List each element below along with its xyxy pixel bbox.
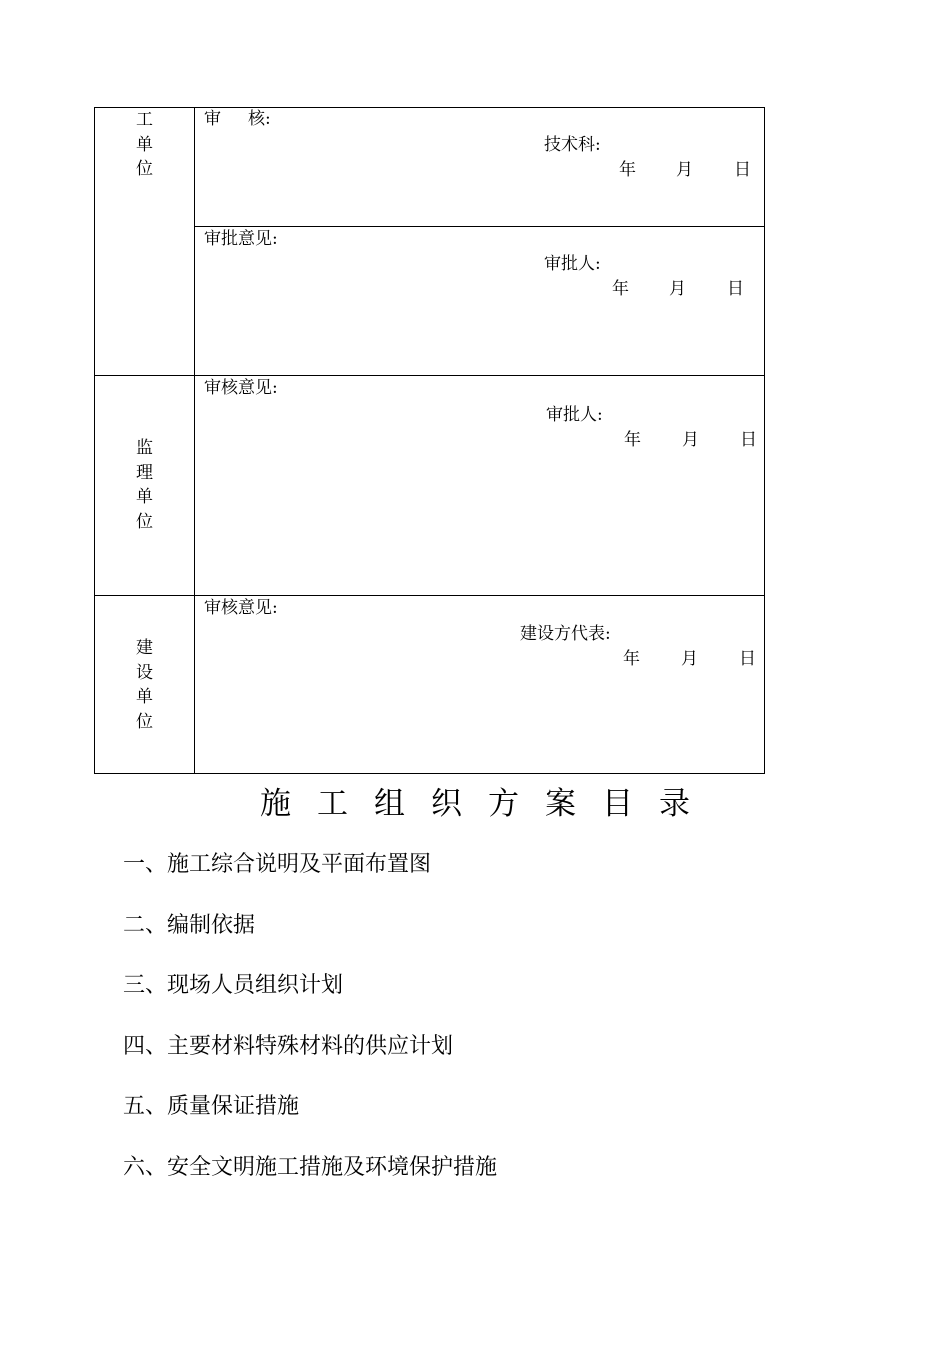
- date-day: 日: [734, 160, 751, 180]
- date-month: 月: [669, 279, 686, 299]
- date-month: 月: [676, 160, 693, 180]
- supervision-opinion-label: 审核意见:: [204, 378, 278, 398]
- row-divider-review: [194, 226, 764, 227]
- approval-opinion-label: 审批意见:: [204, 229, 278, 249]
- date-year: 年: [612, 279, 629, 299]
- approver-label: 审批人:: [544, 254, 601, 274]
- review-signer-label: 技术科:: [544, 135, 601, 155]
- supervision-unit-label: [95, 436, 194, 534]
- document-title: 施工组织方案目录: [260, 786, 716, 822]
- construction-unit-label: [95, 108, 194, 182]
- unit-label-char: 单: [136, 134, 153, 155]
- unit-label-char: 位: [136, 159, 153, 179]
- row-divider-supervision: [95, 595, 764, 596]
- owner-unit-label: [95, 636, 194, 734]
- date-year: 年: [619, 160, 636, 180]
- row-divider-construction: [95, 375, 764, 376]
- toc-item: 六、安全文明施工措施及环境保护措施: [123, 1154, 498, 1180]
- owner-representative-label: 建设方代表:: [520, 624, 611, 644]
- table-of-contents: [123, 850, 497, 1213]
- date-day: 日: [740, 430, 757, 450]
- date-month: 月: [682, 430, 699, 450]
- toc-item: 四、主要材料特殊材料的供应计划: [123, 1033, 454, 1059]
- unit-label-char: 工: [136, 110, 153, 130]
- toc-item: 一、施工综合说明及平面布置图: [123, 852, 432, 877]
- toc-item: 三、现场人员组织计划: [123, 973, 344, 998]
- unit-label-char: 建: [136, 638, 153, 658]
- column-divider: [194, 108, 195, 773]
- unit-label-char: 单: [136, 487, 153, 507]
- toc-item: 五、质量保证措施: [123, 1094, 300, 1119]
- supervision-approver-label: 审批人:: [546, 405, 603, 425]
- date-year: 年: [624, 430, 641, 450]
- unit-label-char: 单: [136, 687, 153, 707]
- unit-label-char: 理: [136, 462, 153, 483]
- toc-item: 二、编制依据: [123, 912, 256, 938]
- approval-table: [94, 107, 765, 774]
- unit-label-char: 设: [136, 662, 153, 683]
- unit-label-char: 监: [136, 438, 153, 458]
- date-day: 日: [739, 649, 756, 669]
- date-day: 日: [727, 279, 744, 299]
- unit-label-char: 位: [136, 511, 153, 532]
- unit-label-char: 位: [136, 711, 153, 732]
- date-month: 月: [681, 649, 698, 669]
- date-year: 年: [623, 649, 640, 669]
- review-label: 审 核:: [204, 109, 271, 129]
- owner-opinion-label: 审核意见:: [204, 598, 278, 618]
